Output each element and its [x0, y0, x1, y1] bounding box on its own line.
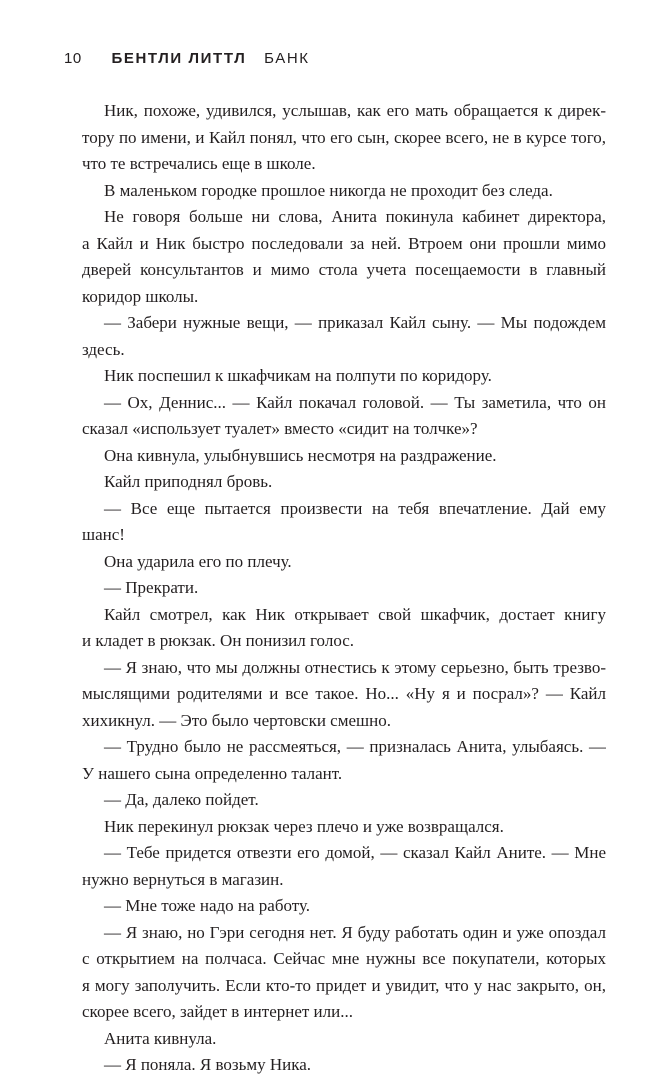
book-title: БАНК	[264, 50, 310, 67]
text-line: — Я знаю, но Гэри сегодня нет. Я буду работать один и уже опоздал	[104, 922, 606, 942]
text-line: и кладет в рюкзак. Он понизил голос.	[82, 631, 355, 650]
text-line: — Мне тоже надо на работу.	[104, 896, 311, 915]
page-number: 10	[64, 50, 82, 67]
text-line: мыслящими родителями и все такое. Но... «Ну я и посрал»? — Кайл	[82, 684, 606, 703]
text-line: Кайл приподнял бровь.	[104, 472, 273, 491]
text-line: тору по имени, и Кайл понял, что его сын, скорее всего, не в курсе того,	[82, 127, 606, 147]
text-line: нужно вернуться в магазин.	[82, 869, 284, 889]
text-line: — Трудно было не рассмеяться, — призналась Анита, улыбаясь. —	[104, 737, 606, 756]
text-line: — Все еще пытается произвести на тебя впечатление. Дай ему	[104, 498, 606, 518]
text-line: — Да, далеко пойдет.	[104, 790, 259, 809]
text-line: — Тебе придется отвезти его домой, — сказал Кайл Аните. — Мне	[104, 843, 606, 862]
text-line: что те встречались еще в школе.	[82, 154, 316, 173]
text-line: здесь.	[82, 339, 125, 359]
author-name: БЕНТЛИ ЛИТТЛ	[111, 50, 247, 67]
text-line: Ник поспешил к шкафчикам на полпути по коридору.	[104, 366, 492, 385]
text-line: — Я знаю, что мы должны отнестись к этому серьезно, быть трезво-	[104, 657, 606, 677]
text-line: Анита кивнула.	[104, 1028, 217, 1048]
text-line: коридор школы.	[82, 286, 199, 306]
body-text	[82, 98, 606, 1079]
text-line: Она кивнула, улыбнувшись несмотря на раздражение.	[104, 445, 497, 465]
text-line: Кайл смотрел, как Ник открывает свой шкафчик, достает книгу	[104, 604, 606, 624]
text-line: — Забери нужные вещи, — приказал Кайл сыну. — Мы подождем	[104, 313, 606, 332]
text-line: с открытием на полчаса. Сейчас мне нужны все покупатели, которых	[82, 949, 606, 968]
text-line: У нашего сына определенно талант.	[82, 763, 343, 783]
text-line: Не говоря больше ни слова, Анита покинула кабинет директора,	[104, 207, 606, 226]
text-line: Ник перекинул рюкзак через плечо и уже возвращался.	[104, 816, 504, 836]
text-line: Она ударила его по плечу.	[104, 551, 292, 571]
text-line: дверей консультантов и мимо стола учета посещаемости в главный	[82, 260, 606, 279]
text-line: — Я поняла. Я возьму Ника.	[104, 1055, 312, 1074]
text-line: я могу заполучить. Если кто-то придет и увидит, что у нас закрыто, он,	[82, 975, 606, 995]
text-line: — Прекрати.	[104, 578, 199, 597]
running-head	[64, 50, 310, 67]
text-line: сказал «использует туалет» вместо «сидит на толчке»?	[82, 419, 478, 438]
text-line: В маленьком городке прошлое никогда не проходит без следа.	[104, 180, 553, 200]
text-line: шанс!	[82, 525, 125, 544]
text-line: скорее всего, зайдет в интернет или...	[82, 1002, 353, 1021]
text-line: хихикнул. — Это было чертовски смешно.	[82, 710, 391, 730]
text-line: Ник, похоже, удивился, услышав, как его мать обращается к дирек-	[104, 101, 606, 120]
text-line: а Кайл и Ник быстро последовали за ней. Втроем они прошли мимо	[82, 233, 606, 253]
text-line: — Ох, Деннис... — Кайл покачал головой. — Ты заметила, что он	[104, 392, 606, 412]
